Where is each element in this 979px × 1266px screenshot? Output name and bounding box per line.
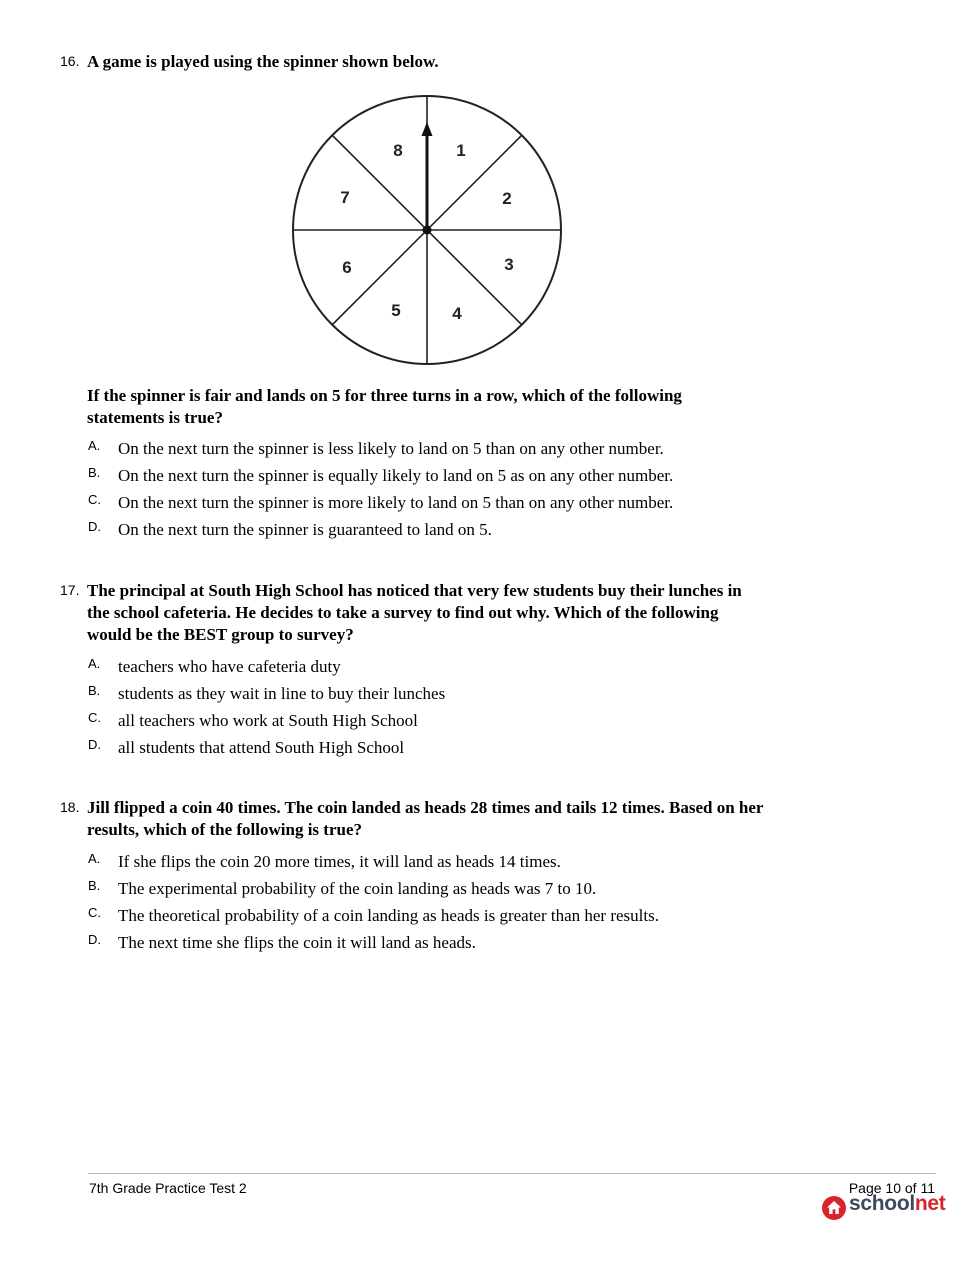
option-text: The next time she flips the coin it will land as heads. xyxy=(118,933,476,952)
house-icon xyxy=(822,1196,846,1220)
option-text: The experimental probability of the coin landing as heads was 7 to 10. xyxy=(118,879,597,898)
question-number: 17. xyxy=(60,582,80,598)
spinner-number: 1 xyxy=(456,141,466,160)
option-letter: D. xyxy=(88,932,101,947)
spinner-number: 8 xyxy=(393,141,403,160)
option-letter: A. xyxy=(88,656,101,671)
option-letter: D. xyxy=(88,519,101,534)
option-letter: C. xyxy=(88,710,101,725)
option-text: teachers who have cafeteria duty xyxy=(118,657,341,676)
question-stem: If the spinner is fair and lands on 5 for three turns in a row, which of the following statements is true? xyxy=(87,386,682,427)
spinner-arrow-head xyxy=(422,122,433,136)
spinner-number: 2 xyxy=(502,189,512,208)
footer-test-name: 7th Grade Practice Test 2 xyxy=(89,1180,247,1196)
option-text: The theoretical probability of a coin landing as heads is greater than her results. xyxy=(118,906,659,925)
option-text: If she flips the coin 20 more times, it will land as heads 14 times. xyxy=(118,852,561,871)
option-text: On the next turn the spinner is equally likely to land on 5 as on any other number. xyxy=(118,466,674,485)
spinner-number: 5 xyxy=(391,301,401,320)
option-text: students as they wait in line to buy their lunches xyxy=(118,684,446,703)
logo-wordmark xyxy=(849,1192,946,1216)
option-text: On the next turn the spinner is less likely to land on 5 than on any other number. xyxy=(118,439,664,458)
spinner-figure xyxy=(287,90,567,370)
option-letter: B. xyxy=(88,465,101,480)
option-letter: A. xyxy=(88,851,101,866)
option-text: all teachers who work at South High School xyxy=(118,711,418,730)
footer-page-number: Page 10 of 11 xyxy=(848,1180,935,1196)
option-letter: B. xyxy=(88,683,101,698)
question-stem: Jill flipped a coin 40 times. The coin landed as heads 28 times and tails 12 times. Based on her results, which of the following is true? xyxy=(87,798,764,839)
question-stem-intro: A game is played using the spinner shown below. xyxy=(87,52,439,71)
spinner-pivot xyxy=(423,226,432,235)
option-text: On the next turn the spinner is more likely to land on 5 than on any other number. xyxy=(118,493,674,512)
logo-text-school: school xyxy=(849,1192,915,1215)
option-letter: D. xyxy=(88,737,101,752)
option-letter: C. xyxy=(88,492,101,507)
option-text: all students that attend South High School xyxy=(118,738,405,757)
question-stem: The principal at South High School has noticed that very few students buy their lunches in the school cafeteria. He decides to take a survey to find out why. Which of the following would be the BEST group to survey? xyxy=(87,581,742,644)
logo-text-net: net xyxy=(914,1192,946,1215)
spinner-number: 3 xyxy=(504,255,514,274)
option-letter: B. xyxy=(88,878,101,893)
question-number: 16. xyxy=(60,53,80,69)
option-letter: C. xyxy=(88,905,101,920)
spinner-number: 7 xyxy=(340,188,350,207)
footer-divider xyxy=(88,1173,936,1174)
option-text: On the next turn the spinner is guaranteed to land on 5. xyxy=(118,520,492,539)
spinner-number: 6 xyxy=(342,258,352,277)
question-number: 18. xyxy=(60,799,80,815)
option-letter: A. xyxy=(88,438,101,453)
spinner-number: 4 xyxy=(452,304,462,323)
